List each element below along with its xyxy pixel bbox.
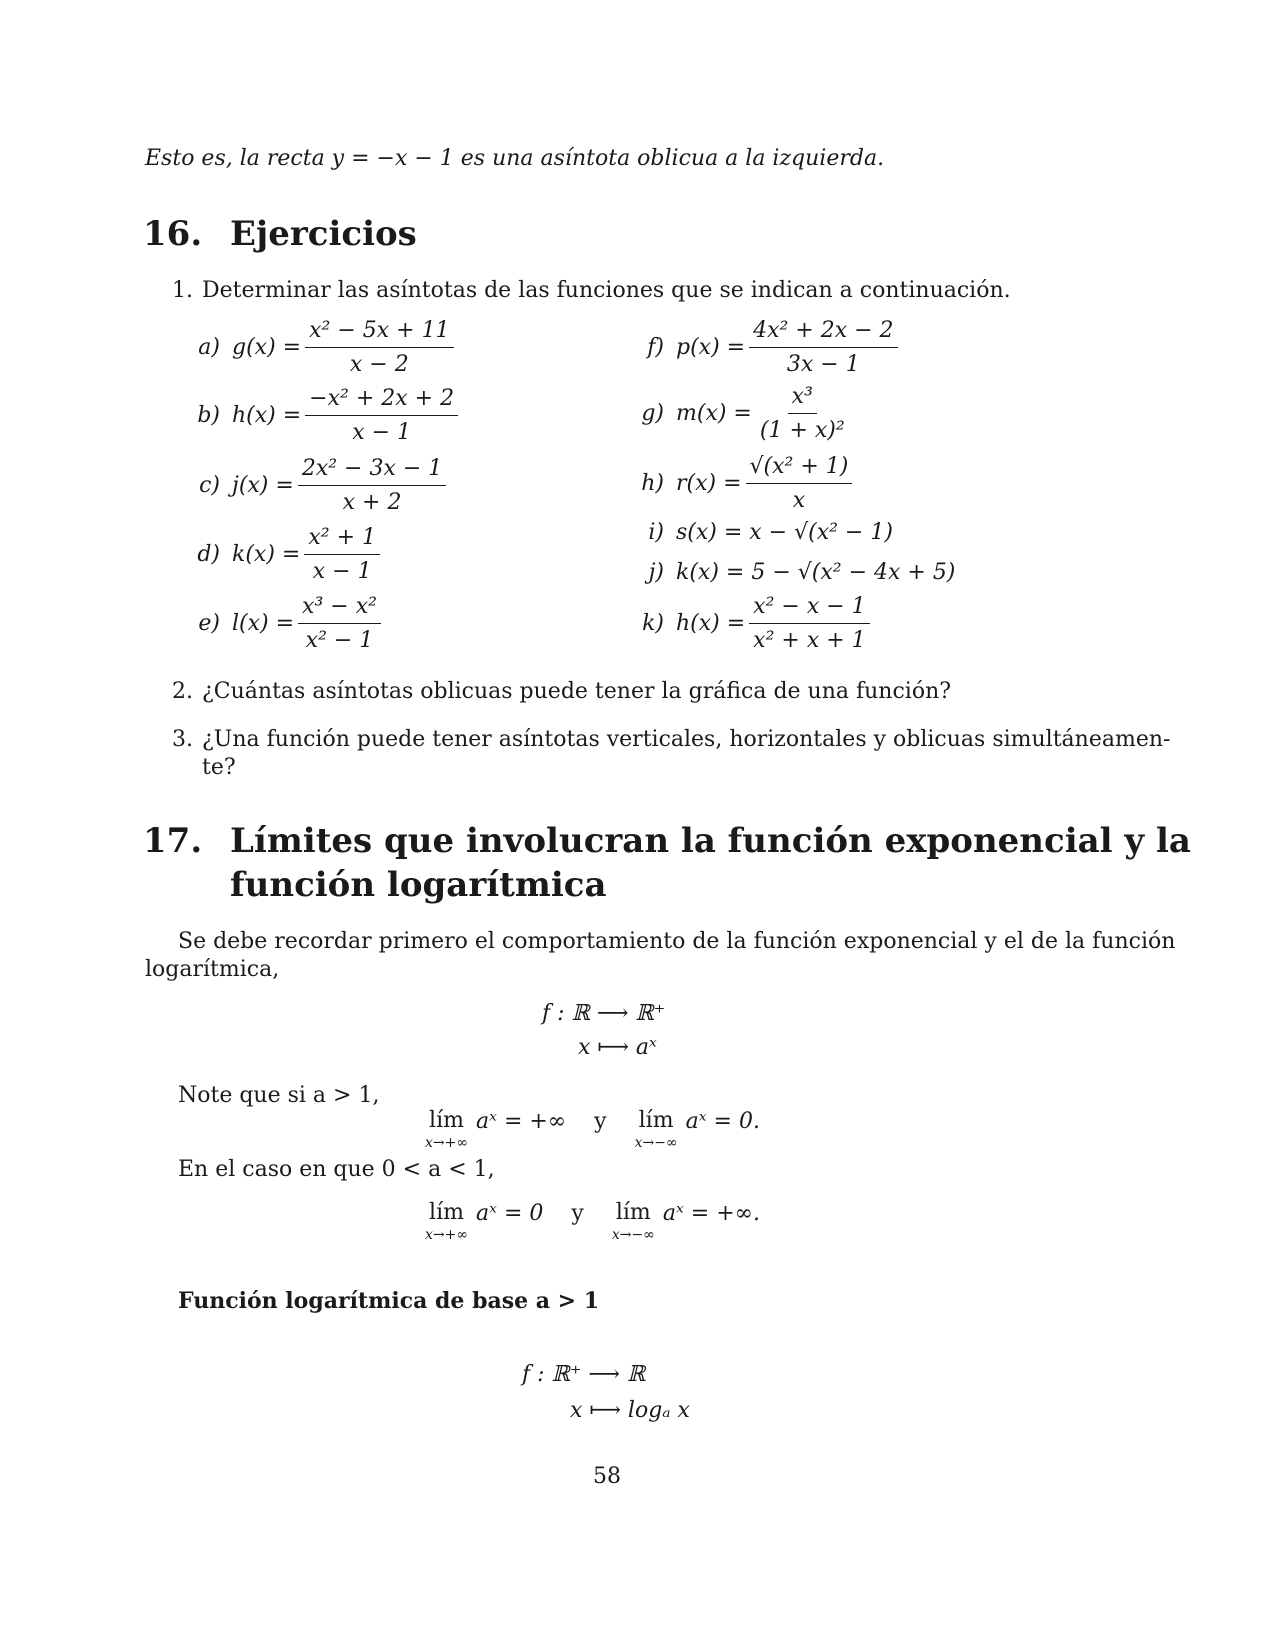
item-expression: s(x) = x − √(x² − 1) (676, 520, 893, 545)
item-lhs: l(x) = (232, 611, 295, 636)
page-number: 58 (593, 1464, 621, 1489)
exercise-item-k (630, 594, 874, 653)
lim-rhs: aˣ = 0. (685, 1108, 760, 1134)
paragraph-line1: Se debe recordar primero el comportamiento de la función exponencial y el de la función (178, 929, 1176, 954)
log-map-line2: x ⟼ logₐ x (570, 1398, 690, 1423)
item-label: k) (642, 611, 664, 636)
lim-operator: lím (429, 1108, 464, 1133)
fraction-denominator: 3x − 1 (786, 352, 860, 377)
exercise-item-c (186, 456, 450, 515)
exercise-2-number: 2. (172, 679, 193, 704)
lim-rhs: aˣ = 0 (476, 1200, 544, 1226)
note-a-greater-1: Note que si a > 1, (178, 1083, 380, 1108)
lim-rhs: aˣ = +∞. (662, 1200, 760, 1226)
exercise-item-j (630, 560, 955, 585)
exercise-item-a (186, 318, 458, 377)
log-map-line1: f : ℝ⁺ ⟶ ℝ (522, 1362, 646, 1387)
item-label: g) (641, 401, 664, 426)
subheading-log-base: Función logarítmica de base a > 1 (178, 1288, 600, 1314)
item-label: b) (197, 403, 220, 428)
exercise-item-d (186, 525, 384, 584)
lim-rhs: aˣ = +∞ (476, 1108, 567, 1134)
exercise-item-h (630, 454, 856, 513)
exponential-map-line1: f : ℝ ⟶ ℝ⁺ (542, 1001, 666, 1026)
fraction-numerator: x³ − x² (298, 594, 381, 624)
item-lhs: g(x) = (232, 335, 302, 360)
exercise-item-i (630, 520, 893, 545)
fraction-denominator: x² − 1 (305, 628, 374, 653)
lim-subscript: x→+∞ (425, 1227, 469, 1243)
exercise-item-g (630, 384, 853, 443)
section-16-title: Ejercicios (230, 214, 417, 254)
item-lhs: k(x) = (232, 542, 301, 567)
section-17-title-line2: función logarítmica (230, 865, 607, 905)
fraction-denominator: x − 1 (352, 420, 412, 445)
fraction-denominator: (1 + x)² (759, 418, 845, 443)
fraction-denominator: x (792, 488, 806, 513)
item-lhs: p(x) = (676, 335, 746, 360)
item-label: j) (648, 560, 664, 585)
item-label: c) (199, 473, 220, 498)
exercise-1-number: 1. (172, 278, 193, 303)
lim-subscript: x→+∞ (425, 1135, 469, 1151)
exercise-1-text: Determinar las asíntotas de las funciones que se indican a continuación. (202, 278, 1011, 303)
intro-line: Esto es, la recta y = −x − 1 es una asíntota oblicua a la izquierda. (145, 146, 885, 171)
fraction-numerator: 2x² − 3x − 1 (298, 456, 446, 486)
lim-subscript: x→−∞ (634, 1135, 678, 1151)
section-17-number: 17. (143, 821, 203, 861)
exercise-3-line2: te? (202, 755, 236, 780)
exercise-3-number: 3. (172, 727, 193, 752)
item-label: d) (197, 542, 220, 567)
lim-subscript: x→−∞ (611, 1227, 655, 1243)
section-17-title-line1: Límites que involucran la función exponencial y la (230, 821, 1191, 861)
lim-operator: lím (615, 1200, 651, 1225)
fraction-numerator: x² − x − 1 (749, 594, 869, 624)
fraction-numerator: x² + 1 (304, 525, 380, 555)
item-lhs: h(x) = (676, 611, 746, 636)
paragraph-line2: logarítmica, (145, 957, 280, 982)
lim-operator: lím (429, 1200, 464, 1225)
item-label: h) (641, 471, 664, 496)
item-lhs: j(x) = (232, 473, 294, 498)
item-label: i) (648, 520, 664, 545)
item-expression: k(x) = 5 − √(x² − 4x + 5) (676, 560, 956, 585)
fraction-numerator: x² − 5x + 11 (305, 318, 453, 348)
fraction-denominator: x − 1 (312, 559, 372, 584)
note-a-between-0-1: En el caso en que 0 < a < 1, (178, 1157, 495, 1182)
fraction-numerator: −x² + 2x + 2 (305, 386, 458, 416)
conjunction: y (571, 1200, 584, 1226)
section-16-number: 16. (143, 214, 203, 254)
exercise-item-b (186, 386, 462, 445)
item-lhs: r(x) = (676, 471, 742, 496)
item-lhs: h(x) = (232, 403, 302, 428)
item-label: a) (198, 335, 220, 360)
item-label: f) (647, 335, 664, 360)
item-lhs: m(x) = (676, 401, 752, 426)
item-label: e) (198, 611, 220, 636)
lim-operator: lím (638, 1108, 674, 1133)
exercise-3-line1: ¿Una función puede tener asíntotas verticales, horizontales y oblicuas simultáneamen- (202, 727, 1171, 752)
conjunction: y (594, 1108, 607, 1134)
exercise-item-f (630, 318, 902, 377)
fraction-denominator: x² + x + 1 (753, 628, 866, 653)
fraction-numerator: 4x² + 2x − 2 (749, 318, 897, 348)
limits-a-between-0-1 (425, 1202, 760, 1242)
limits-a-greater-1 (425, 1110, 760, 1150)
exercise-item-e (186, 594, 385, 653)
fraction-denominator: x − 2 (349, 352, 409, 377)
exercise-2-text: ¿Cuántas asíntotas oblicuas puede tener la gráfica de una función? (202, 679, 952, 704)
fraction-numerator: √(x² + 1) (746, 454, 853, 484)
exponential-map-line2: x ⟼ aˣ (578, 1035, 657, 1060)
fraction-denominator: x + 2 (342, 490, 402, 515)
fraction-numerator: x³ (788, 384, 817, 414)
